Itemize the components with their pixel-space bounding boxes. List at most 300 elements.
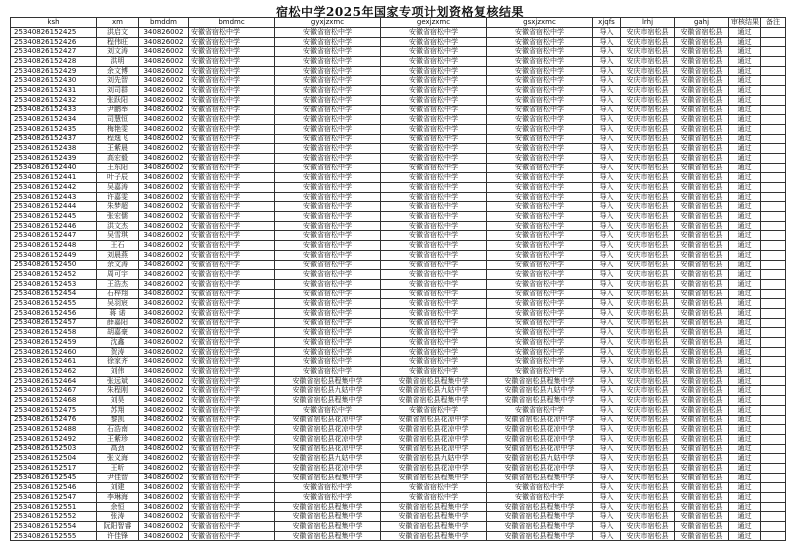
cell-gyxjzxmc: 安徽省宿松中学: [275, 124, 381, 134]
cell-gsxjzxmc: 安徽省宿松中学: [487, 347, 593, 357]
cell-gexjzxmc: 安徽省宿松中学: [381, 367, 487, 377]
cell-bmddm: 340826002: [139, 163, 189, 173]
table-row: [11, 299, 786, 309]
cell-gsxjzxmc: 安徽省宿松中学: [487, 405, 593, 415]
cell-ksh: 25340826152425: [11, 28, 97, 38]
table-row: [11, 221, 786, 231]
cell-xjqfs: 导入: [593, 153, 621, 163]
cell-bmdmc: 安徽省宿松中学: [189, 28, 275, 38]
cell-note: [761, 299, 786, 309]
cell-gexjzxmc: 安徽省宿松中学: [381, 95, 487, 105]
cell-result: 通过: [729, 318, 761, 328]
cell-gsxjzxmc: 安徽省宿松中学: [487, 144, 593, 154]
cell-lrhj: 安庆市宿松县: [621, 28, 675, 38]
table-header: [11, 18, 786, 28]
cell-gsxjzxmc: 安徽省宿松县花凉中学: [487, 463, 593, 473]
column-header-lrhj: lrhj: [621, 18, 675, 28]
cell-gahj: 安徽省宿松县: [675, 231, 729, 241]
cell-bmdmc: 安徽省宿松中学: [189, 376, 275, 386]
cell-gexjzxmc: 安徽省宿松县花凉中学: [381, 463, 487, 473]
table-row: [11, 493, 786, 503]
cell-bmddm: 340826002: [139, 212, 189, 222]
cell-xjqfs: 导入: [593, 376, 621, 386]
cell-result: 通过: [729, 183, 761, 193]
cell-gsxjzxmc: 安徽省宿松中学: [487, 212, 593, 222]
cell-lrhj: 安庆市宿松县: [621, 192, 675, 202]
table-row: [11, 308, 786, 318]
cell-result: 通过: [729, 531, 761, 541]
cell-lrhj: 安庆市宿松县: [621, 279, 675, 289]
cell-result: 通过: [729, 299, 761, 309]
cell-bmdmc: 安徽省宿松中学: [189, 86, 275, 96]
cell-note: [761, 434, 786, 444]
cell-gahj: 安徽省宿松县: [675, 153, 729, 163]
table-row: [11, 502, 786, 512]
cell-note: [761, 502, 786, 512]
cell-ksh: 25340826152504: [11, 454, 97, 464]
cell-bmddm: 340826002: [139, 270, 189, 280]
cell-bmddm: 340826002: [139, 57, 189, 67]
cell-note: [761, 279, 786, 289]
cell-note: [761, 144, 786, 154]
table-row: [11, 396, 786, 406]
cell-xjqfs: 导入: [593, 124, 621, 134]
cell-result: 通过: [729, 376, 761, 386]
cell-gyxjzxmc: 安徽省宿松中学: [275, 105, 381, 115]
cell-gahj: 安徽省宿松县: [675, 463, 729, 473]
cell-bmdmc: 安徽省宿松中学: [189, 134, 275, 144]
cell-result: 通过: [729, 260, 761, 270]
cell-gyxjzxmc: 安徽省宿松中学: [275, 367, 381, 377]
cell-gsxjzxmc: 安徽省宿松中学: [487, 338, 593, 348]
cell-bmdmc: 安徽省宿松中学: [189, 299, 275, 309]
cell-ksh: 25340826152488: [11, 425, 97, 435]
table-row: [11, 163, 786, 173]
cell-gsxjzxmc: 安徽省宿松中学: [487, 163, 593, 173]
cell-bmddm: 340826002: [139, 153, 189, 163]
cell-gsxjzxmc: 安徽省宿松中学: [487, 66, 593, 76]
cell-bmddm: 340826002: [139, 192, 189, 202]
cell-gsxjzxmc: 安徽省宿松中学: [487, 95, 593, 105]
cell-gyxjzxmc: 安徽省宿松县九姑中学: [275, 386, 381, 396]
cell-gyxjzxmc: 安徽省宿松中学: [275, 357, 381, 367]
cell-lrhj: 安庆市宿松县: [621, 57, 675, 67]
cell-xm: 刘晨燕: [97, 250, 139, 260]
cell-ksh: 25340826152429: [11, 66, 97, 76]
cell-bmddm: 340826002: [139, 250, 189, 260]
cell-result: 通过: [729, 454, 761, 464]
table-row: [11, 376, 786, 386]
cell-ksh: 25340826152464: [11, 376, 97, 386]
cell-bmddm: 340826002: [139, 405, 189, 415]
cell-gahj: 安徽省宿松县: [675, 173, 729, 183]
cell-gahj: 安徽省宿松县: [675, 212, 729, 222]
cell-bmddm: 340826002: [139, 328, 189, 338]
column-header-ksh: ksh: [11, 18, 97, 28]
cell-lrhj: 安庆市宿松县: [621, 250, 675, 260]
cell-xm: 司慧恒: [97, 115, 139, 125]
cell-gsxjzxmc: 安徽省宿松中学: [487, 153, 593, 163]
cell-ksh: 25340826152435: [11, 124, 97, 134]
cell-gexjzxmc: 安徽省宿松中学: [381, 86, 487, 96]
cell-bmddm: 340826002: [139, 289, 189, 299]
cell-gexjzxmc: 安徽省宿松中学: [381, 37, 487, 47]
cell-lrhj: 安庆市宿松县: [621, 328, 675, 338]
cell-bmddm: 340826002: [139, 37, 189, 47]
cell-xjqfs: 导入: [593, 202, 621, 212]
cell-result: 通过: [729, 463, 761, 473]
cell-xm: 叶子辰: [97, 173, 139, 183]
cell-gahj: 安徽省宿松县: [675, 66, 729, 76]
cell-xm: 洪启文: [97, 28, 139, 38]
cell-bmdmc: 安徽省宿松中学: [189, 183, 275, 193]
cell-gexjzxmc: 安徽省宿松中学: [381, 405, 487, 415]
cell-bmddm: 340826002: [139, 425, 189, 435]
cell-bmddm: 340826002: [139, 134, 189, 144]
cell-gyxjzxmc: 安徽省宿松中学: [275, 260, 381, 270]
cell-lrhj: 安庆市宿松县: [621, 473, 675, 483]
cell-lrhj: 安庆市宿松县: [621, 212, 675, 222]
cell-gahj: 安徽省宿松县: [675, 76, 729, 86]
cell-xm: 刘建: [97, 483, 139, 493]
cell-xm: 刘先智: [97, 76, 139, 86]
cell-ksh: 25340826152461: [11, 357, 97, 367]
cell-gsxjzxmc: 安徽省宿松县程集中学: [487, 512, 593, 522]
cell-bmdmc: 安徽省宿松中学: [189, 425, 275, 435]
cell-gexjzxmc: 安徽省宿松中学: [381, 57, 487, 67]
cell-gyxjzxmc: 安徽省宿松中学: [275, 134, 381, 144]
cell-gahj: 安徽省宿松县: [675, 502, 729, 512]
table-row: [11, 192, 786, 202]
cell-bmdmc: 安徽省宿松中学: [189, 289, 275, 299]
cell-lrhj: 安庆市宿松县: [621, 105, 675, 115]
cell-result: 通过: [729, 134, 761, 144]
cell-xm: 洪文杰: [97, 221, 139, 231]
table-row: [11, 415, 786, 425]
column-header-gexjzxmc: gexjzxmc: [381, 18, 487, 28]
cell-gahj: 安徽省宿松县: [675, 202, 729, 212]
cell-note: [761, 241, 786, 251]
cell-ksh: 25340826152449: [11, 250, 97, 260]
cell-ksh: 25340826152517: [11, 463, 97, 473]
cell-result: 通过: [729, 279, 761, 289]
cell-result: 通过: [729, 270, 761, 280]
cell-lrhj: 安庆市宿松县: [621, 386, 675, 396]
cell-result: 通过: [729, 502, 761, 512]
cell-xm: 黎凯: [97, 415, 139, 425]
cell-gexjzxmc: 安徽省宿松县程集中学: [381, 473, 487, 483]
cell-gexjzxmc: 安徽省宿松中学: [381, 76, 487, 86]
cell-xjqfs: 导入: [593, 347, 621, 357]
cell-note: [761, 105, 786, 115]
cell-ksh: 25340826152454: [11, 289, 97, 299]
cell-xjqfs: 导入: [593, 434, 621, 444]
cell-result: 通过: [729, 444, 761, 454]
cell-gyxjzxmc: 安徽省宿松县花凉中学: [275, 444, 381, 454]
cell-xjqfs: 导入: [593, 386, 621, 396]
cell-lrhj: 安庆市宿松县: [621, 502, 675, 512]
cell-gahj: 安徽省宿松县: [675, 115, 729, 125]
cell-ksh: 25340826152458: [11, 328, 97, 338]
cell-note: [761, 86, 786, 96]
cell-gsxjzxmc: 安徽省宿松县程集中学: [487, 376, 593, 386]
table-row: [11, 318, 786, 328]
cell-gexjzxmc: 安徽省宿松中学: [381, 279, 487, 289]
cell-ksh: 25340826152476: [11, 415, 97, 425]
cell-gsxjzxmc: 安徽省宿松中学: [487, 289, 593, 299]
cell-lrhj: 安庆市宿松县: [621, 115, 675, 125]
cell-lrhj: 安庆市宿松县: [621, 396, 675, 406]
cell-result: 通过: [729, 212, 761, 222]
cell-result: 通过: [729, 124, 761, 134]
cell-lrhj: 安庆市宿松县: [621, 454, 675, 464]
cell-note: [761, 153, 786, 163]
cell-result: 通过: [729, 289, 761, 299]
cell-ksh: 25340826152431: [11, 86, 97, 96]
cell-lrhj: 安庆市宿松县: [621, 86, 675, 96]
cell-gexjzxmc: 安徽省宿松中学: [381, 47, 487, 57]
cell-result: 通过: [729, 105, 761, 115]
cell-gexjzxmc: 安徽省宿松县九姑中学: [381, 454, 487, 464]
cell-gexjzxmc: 安徽省宿松县花凉中学: [381, 434, 487, 444]
cell-xm: 余文博: [97, 66, 139, 76]
cell-xjqfs: 导入: [593, 66, 621, 76]
cell-note: [761, 473, 786, 483]
cell-gyxjzxmc: 安徽省宿松中学: [275, 299, 381, 309]
cell-gsxjzxmc: 安徽省宿松中学: [487, 124, 593, 134]
cell-lrhj: 安庆市宿松县: [621, 367, 675, 377]
cell-result: 通过: [729, 308, 761, 318]
cell-gahj: 安徽省宿松县: [675, 86, 729, 96]
cell-xm: 苏翔: [97, 405, 139, 415]
cell-gahj: 安徽省宿松县: [675, 454, 729, 464]
cell-ksh: 25340826152432: [11, 95, 97, 105]
cell-gahj: 安徽省宿松县: [675, 270, 729, 280]
cell-ksh: 25340826152447: [11, 231, 97, 241]
cell-bmdmc: 安徽省宿松中学: [189, 47, 275, 57]
cell-lrhj: 安庆市宿松县: [621, 357, 675, 367]
cell-gexjzxmc: 安徽省宿松中学: [381, 338, 487, 348]
cell-note: [761, 163, 786, 173]
cell-bmddm: 340826002: [139, 260, 189, 270]
cell-gexjzxmc: 安徽省宿松中学: [381, 144, 487, 154]
cell-result: 通过: [729, 328, 761, 338]
cell-lrhj: 安庆市宿松县: [621, 270, 675, 280]
cell-bmdmc: 安徽省宿松中学: [189, 502, 275, 512]
table-row: [11, 231, 786, 241]
cell-ksh: 25340826152552: [11, 512, 97, 522]
cell-result: 通过: [729, 115, 761, 125]
cell-xm: 阮阳智睿: [97, 522, 139, 532]
cell-gyxjzxmc: 安徽省宿松县花凉中学: [275, 425, 381, 435]
table-row: [11, 66, 786, 76]
cell-bmddm: 340826002: [139, 512, 189, 522]
cell-xjqfs: 导入: [593, 115, 621, 125]
cell-xjqfs: 导入: [593, 241, 621, 251]
cell-gexjzxmc: 安徽省宿松中学: [381, 28, 487, 38]
cell-lrhj: 安庆市宿松县: [621, 66, 675, 76]
cell-result: 通过: [729, 192, 761, 202]
cell-xjqfs: 导入: [593, 425, 621, 435]
cell-result: 通过: [729, 163, 761, 173]
cell-note: [761, 66, 786, 76]
table-row: [11, 57, 786, 67]
table-row: [11, 270, 786, 280]
table-row: [11, 279, 786, 289]
cell-xjqfs: 导入: [593, 328, 621, 338]
cell-gahj: 安徽省宿松县: [675, 192, 729, 202]
cell-gyxjzxmc: 安徽省宿松中学: [275, 37, 381, 47]
cell-lrhj: 安庆市宿松县: [621, 376, 675, 386]
table-row: [11, 531, 786, 541]
cell-note: [761, 531, 786, 541]
cell-note: [761, 463, 786, 473]
cell-gexjzxmc: 安徽省宿松中学: [381, 66, 487, 76]
cell-bmddm: 340826002: [139, 367, 189, 377]
table-row: [11, 483, 786, 493]
cell-gsxjzxmc: 安徽省宿松中学: [487, 367, 593, 377]
cell-gexjzxmc: 安徽省宿松县程集中学: [381, 522, 487, 532]
table-row: [11, 212, 786, 222]
cell-lrhj: 安庆市宿松县: [621, 299, 675, 309]
cell-lrhj: 安庆市宿松县: [621, 434, 675, 444]
cell-bmdmc: 安徽省宿松中学: [189, 144, 275, 154]
table-row: [11, 434, 786, 444]
cell-lrhj: 安庆市宿松县: [621, 183, 675, 193]
cell-note: [761, 221, 786, 231]
table-row: [11, 134, 786, 144]
cell-gsxjzxmc: 安徽省宿松县程集中学: [487, 502, 593, 512]
cell-gsxjzxmc: 安徽省宿松中学: [487, 241, 593, 251]
cell-bmdmc: 安徽省宿松中学: [189, 37, 275, 47]
cell-lrhj: 安庆市宿松县: [621, 483, 675, 493]
cell-ksh: 25340826152475: [11, 405, 97, 415]
cell-note: [761, 357, 786, 367]
cell-ksh: 25340826152462: [11, 367, 97, 377]
table-row: [11, 76, 786, 86]
cell-bmdmc: 安徽省宿松中学: [189, 415, 275, 425]
cell-lrhj: 安庆市宿松县: [621, 531, 675, 541]
cell-bmdmc: 安徽省宿松中学: [189, 483, 275, 493]
cell-bmddm: 340826002: [139, 202, 189, 212]
cell-gexjzxmc: 安徽省宿松中学: [381, 328, 487, 338]
cell-gahj: 安徽省宿松县: [675, 425, 729, 435]
cell-xjqfs: 导入: [593, 76, 621, 86]
cell-ksh: 25340826152545: [11, 473, 97, 483]
cell-gahj: 安徽省宿松县: [675, 473, 729, 483]
cell-bmdmc: 安徽省宿松中学: [189, 173, 275, 183]
cell-xm: 贺涛: [97, 347, 139, 357]
cell-ksh: 25340826152555: [11, 531, 97, 541]
cell-xjqfs: 导入: [593, 183, 621, 193]
cell-xm: 薛嘉阳: [97, 318, 139, 328]
cell-gyxjzxmc: 安徽省宿松县花凉中学: [275, 463, 381, 473]
cell-result: 通过: [729, 338, 761, 348]
cell-xjqfs: 导入: [593, 318, 621, 328]
cell-gexjzxmc: 安徽省宿松县花凉中学: [381, 444, 487, 454]
cell-bmdmc: 安徽省宿松中学: [189, 57, 275, 67]
cell-xjqfs: 导入: [593, 163, 621, 173]
cell-lrhj: 安庆市宿松县: [621, 173, 675, 183]
cell-gsxjzxmc: 安徽省宿松中学: [487, 299, 593, 309]
cell-bmdmc: 安徽省宿松中学: [189, 76, 275, 86]
cell-note: [761, 95, 786, 105]
cell-gahj: 安徽省宿松县: [675, 347, 729, 357]
cell-gyxjzxmc: 安徽省宿松中学: [275, 250, 381, 260]
cell-result: 通过: [729, 37, 761, 47]
cell-bmddm: 340826002: [139, 338, 189, 348]
cell-note: [761, 134, 786, 144]
cell-gsxjzxmc: 安徽省宿松中学: [487, 76, 593, 86]
cell-note: [761, 308, 786, 318]
cell-gsxjzxmc: 安徽省宿松中学: [487, 260, 593, 270]
cell-xm: 洪明: [97, 57, 139, 67]
cell-bmddm: 340826002: [139, 28, 189, 38]
cell-bmddm: 340826002: [139, 347, 189, 357]
cell-xjqfs: 导入: [593, 37, 621, 47]
cell-gyxjzxmc: 安徽省宿松中学: [275, 308, 381, 318]
cell-note: [761, 318, 786, 328]
cell-lrhj: 安庆市宿松县: [621, 163, 675, 173]
cell-lrhj: 安庆市宿松县: [621, 463, 675, 473]
cell-xjqfs: 导入: [593, 260, 621, 270]
cell-xm: 梅艳雯: [97, 124, 139, 134]
cell-ksh: 25340826152492: [11, 434, 97, 444]
cell-bmddm: 340826002: [139, 279, 189, 289]
cell-bmddm: 340826002: [139, 299, 189, 309]
cell-note: [761, 212, 786, 222]
cell-result: 通过: [729, 47, 761, 57]
cell-bmdmc: 安徽省宿松中学: [189, 434, 275, 444]
cell-bmdmc: 安徽省宿松中学: [189, 95, 275, 105]
cell-xm: 张远斌: [97, 376, 139, 386]
cell-xjqfs: 导入: [593, 144, 621, 154]
cell-bmdmc: 安徽省宿松中学: [189, 386, 275, 396]
cell-ksh: 25340826152444: [11, 202, 97, 212]
cell-xm: 尹佳智: [97, 473, 139, 483]
cell-gsxjzxmc: 安徽省宿松中学: [487, 47, 593, 57]
cell-xm: 胡嘉豪: [97, 328, 139, 338]
cell-note: [761, 192, 786, 202]
cell-gahj: 安徽省宿松县: [675, 405, 729, 415]
cell-gsxjzxmc: 安徽省宿松县花凉中学: [487, 434, 593, 444]
cell-gyxjzxmc: 安徽省宿松中学: [275, 279, 381, 289]
cell-gyxjzxmc: 安徽省宿松县花凉中学: [275, 434, 381, 444]
cell-gyxjzxmc: 安徽省宿松中学: [275, 493, 381, 503]
cell-result: 通过: [729, 483, 761, 493]
cell-ksh: 25340826152456: [11, 308, 97, 318]
cell-ksh: 25340826152443: [11, 192, 97, 202]
cell-gahj: 安徽省宿松县: [675, 57, 729, 67]
cell-gsxjzxmc: 安徽省宿松中学: [487, 28, 593, 38]
cell-lrhj: 安庆市宿松县: [621, 415, 675, 425]
cell-gyxjzxmc: 安徽省宿松县花凉中学: [275, 415, 381, 425]
cell-xjqfs: 导入: [593, 250, 621, 260]
table-row: [11, 183, 786, 193]
cell-ksh: 25340826152547: [11, 493, 97, 503]
cell-xm: 程逸飞: [97, 134, 139, 144]
cell-gexjzxmc: 安徽省宿松中学: [381, 241, 487, 251]
cell-gyxjzxmc: 安徽省宿松中学: [275, 405, 381, 415]
cell-gyxjzxmc: 安徽省宿松中学: [275, 144, 381, 154]
cell-result: 通过: [729, 512, 761, 522]
cell-xjqfs: 导入: [593, 454, 621, 464]
cell-gyxjzxmc: 安徽省宿松中学: [275, 192, 381, 202]
cell-gsxjzxmc: 安徽省宿松中学: [487, 202, 593, 212]
cell-lrhj: 安庆市宿松县: [621, 493, 675, 503]
cell-gexjzxmc: 安徽省宿松县程集中学: [381, 531, 487, 541]
cell-bmddm: 340826002: [139, 124, 189, 134]
